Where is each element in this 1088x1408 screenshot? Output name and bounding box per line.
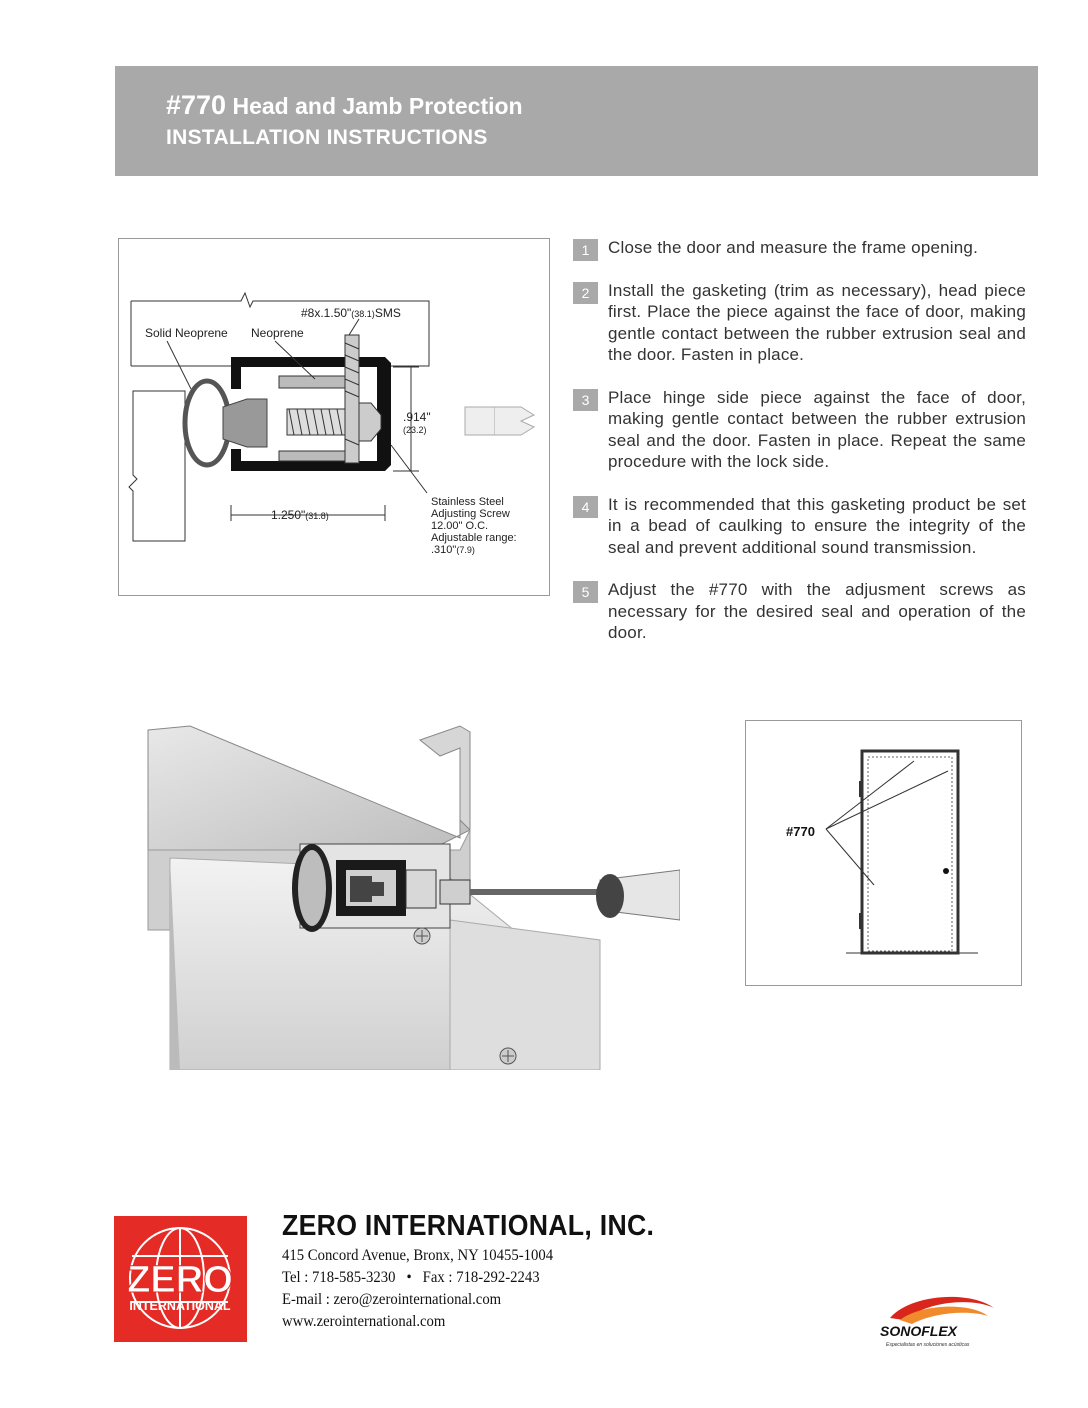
step-1 [573,237,1026,259]
height-metric: (23.2) [403,425,427,435]
width-dimension: 1.250"(31.8) [271,508,329,522]
step-text: Install the gasketing (trim as necessary), head piece first. Place the piece against the face of door, making gentle contact between the rubber extrusion seal and the door. Fasten in place. [608,280,1026,364]
note-line-3: 12.00" O.C. [431,520,489,532]
logo-international-text: INTERNATIONAL [129,1299,231,1313]
step-number: 4 [573,496,598,518]
company-website: www.zerointernational.com [282,1313,446,1330]
sonoflex-tagline: Especialistas en soluciones acústicas [886,1342,970,1348]
title-text: Head and Jamb Protection [232,93,523,119]
title-number: #770 [166,90,227,120]
installation-illustration [140,720,680,1070]
note-line-1: Stainless Steel [431,496,504,508]
step-text: Place hinge side piece against the face of door, making gentle contact between the rubber extrusion seal and the door. Fasten in place. Repeat the same procedure with the lock side. [608,387,1026,471]
screw-label: #8x.1.50"(38.1)SMS [301,306,401,320]
company-info [282,1210,687,1331]
page-title [166,90,523,121]
step-number: 1 [573,239,598,261]
door-label: #770 [786,824,815,839]
step-3 [573,387,1026,473]
page-subtitle: INSTALLATION INSTRUCTIONS [166,126,488,149]
sonoflex-logo [870,1290,1000,1350]
logo-zero-text: ZERO [127,1259,233,1301]
company-name: ZERO INTERNATIONAL, INC. [282,1210,655,1242]
note-line-2: Adjusting Screw [431,508,510,520]
step-text: Adjust the #770 with the adjusment screws as necessary for the desired seal and operation of the door. [608,580,1026,642]
company-email: E-mail : zero@zerointernational.com [282,1291,502,1308]
door-elevation [746,721,1021,985]
company-address: 415 Concord Avenue, Bronx, NY 10455-1004 [282,1247,554,1264]
step-4 [573,494,1026,559]
zero-logo [114,1216,247,1342]
step-5 [573,579,1026,644]
step-text: Close the door and measure the frame opening. [608,238,979,257]
section-diagram [118,238,550,596]
sonoflex-name: SONOFLEX [880,1323,958,1339]
step-2 [573,280,1026,366]
door-diagram [745,720,1022,986]
step-number: 2 [573,282,598,304]
company-phone: Tel : 718-585-3230 • Fax : 718-292-2243 [282,1269,540,1286]
header-banner [115,66,1038,176]
section-drawing [119,239,549,595]
step-number: 3 [573,389,598,411]
height-dimension: .914" [403,410,431,424]
neoprene-label: Neoprene [251,326,304,340]
step-number: 5 [573,581,598,603]
solid-neoprene-label: Solid Neoprene [145,326,228,340]
instruction-steps [573,237,1026,665]
note-line-4: Adjustable range: [431,532,517,544]
step-text: It is recommended that this gasketing product be set in a bead of caulking to ensure the integrity of the seal and prevent additional sound transmission. [608,494,1026,557]
note-line-5: .310"(7.9) [431,544,475,556]
